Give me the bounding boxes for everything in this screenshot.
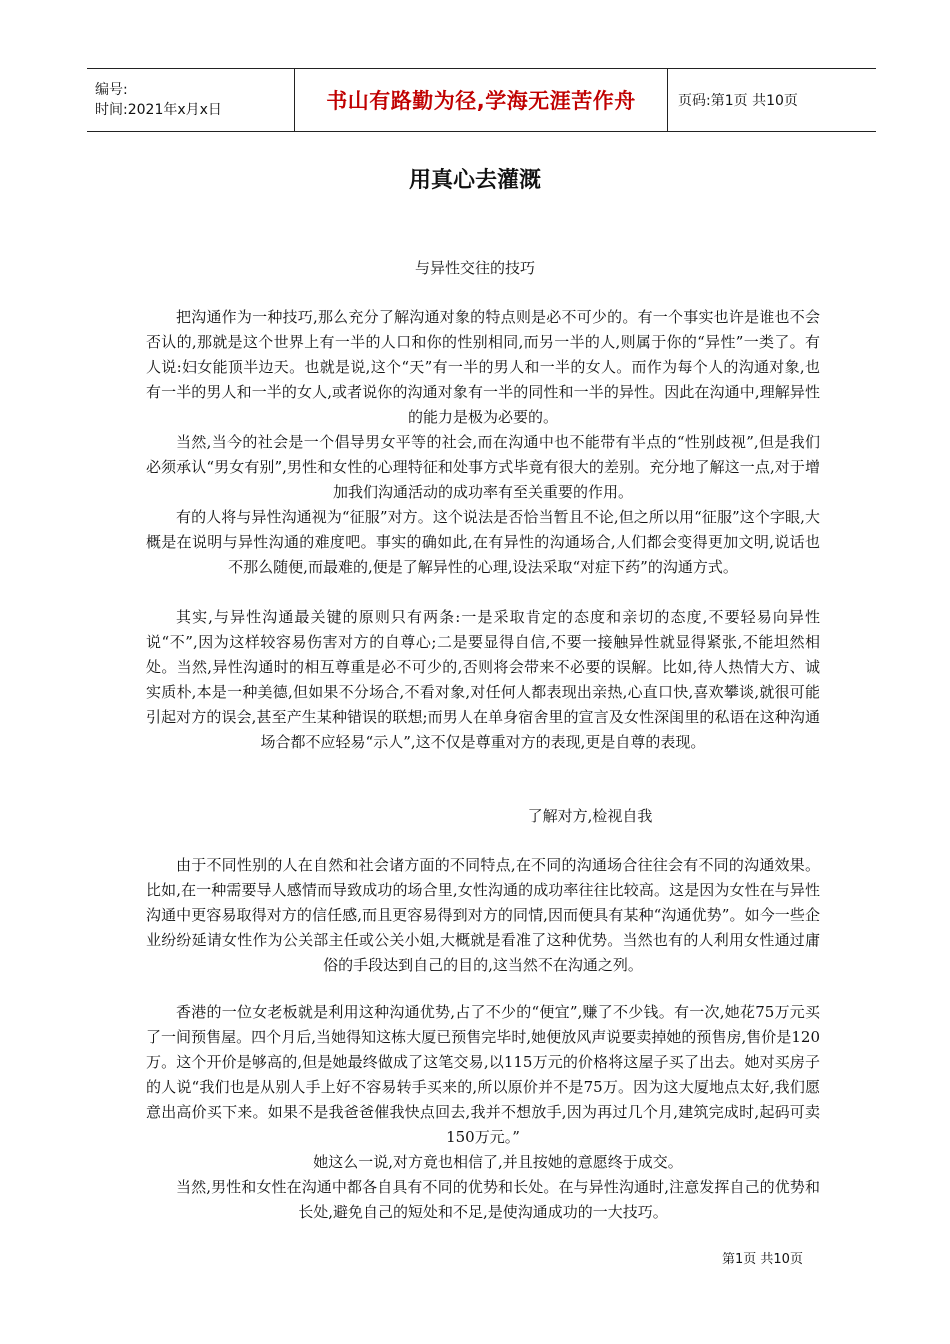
header-meta [87,69,294,131]
paragraph-8: 当然,男性和女性在沟通中都各自具有不同的优势和长处。在与异性沟通时,注意发挥自己的优势和长处,避免自己的短处和不足,是使沟通成功的一大技巧。 [176,1178,820,1221]
page-header [87,68,876,132]
section-heading-1: 与异性交往的技巧 [414,259,535,277]
header-page-cell [668,69,876,131]
paragraph-1: 把沟通作为一种技巧,那么充分了解沟通对象的特点则是必不可少的。有一个事实也许是谁也不会否认的,那就是这个世界上有一半的人口和你的性别相同,而另一半的人,则属于你的“异性”一类了。有人说:妇女能顶半边天。也就是说,这个“天”有一半的男人和一半的女人。而作为每个人的沟通对象,也有一半的男人和一半的女人,或者说你的沟通对象有一半的同性和一半的异性。因此在沟通中,理解异性的能力是极为必要的。 [146,308,820,426]
paragraph-7: 她这么一说,对方竟也相信了,并且按她的意愿终于成交。 [313,1153,683,1171]
paragraph-2: 当然,当今的社会是一个倡导男女平等的社会,而在沟通中也不能带有半点的“性别歧视”,但是我们必须承认“男女有别”,男性和女性的心理特征和处事方式毕竟有很大的差别。充分地了解这一点,对于增加我们沟通活动的成功率有至关重要的作用。 [146,433,820,501]
header-motto: 书山有路勤为径,学海无涯苦作舟 [326,89,636,113]
header-page-info: 页码:第1页 共10页 [678,93,798,109]
document-title: 用真心去灌溉 [408,168,541,193]
paragraph-4: 其实,与异性沟通最关键的原则只有两条:一是采取肯定的态度和亲切的态度,不要轻易向异性说“不”,因为这样较容易伤害对方的自尊心;二是要显得自信,不要一接触异性就显得紧张,不能坦然相处。当然,异性沟通时的相互尊重是必不可少的,否则将会带来不必要的误解。比如,待人热情大方、诚实质朴,本是一种美德,但如果不分场合,不看对象,对任何人都表现出亲热,心直口快,喜欢攀谈,就很可能引起对方的误会,甚至产生某种错误的联想;而男人在单身宿舍里的宣言及女性深闺里的私语在这种沟通场合都不应轻易“示人”,这不仅是尊重对方的表现,更是自尊的表现。 [146,608,820,751]
header-motto-cell [294,69,668,131]
paragraph-5: 由于不同性别的人在自然和社会诸方面的不同特点,在不同的沟通场合往往会有不同的沟通效果。比如,在一种需要导人感情而导致成功的场合里,女性沟通的成功率往往比较高。这是因为女性在与异性沟通中更容易取得对方的信任感,而且更容易得到对方的同情,因而便具有某种“沟通优势”。如今一些企业纷纷延请女性作为公关部主任或公关小姐,大概就是看准了这种优势。当然也有的人利用女性通过庸俗的手段达到自己的目的,这当然不在沟通之列。 [146,856,820,974]
header-time: 时间:2021年x月x日 [95,102,222,118]
paragraph-6: 香港的一位女老板就是利用这种沟通优势,占了不少的“便宜”,赚了不少钱。有一次,她花75万元买了一间预售屋。四个月后,当她得知这栋大厦已预售完毕时,她便放风声说要卖掉她的预售房,售价是120万。这个开价是够高的,但是她最终做成了这笔交易,以115万元的价格将这屋子买了出去。她对买房子的人说“我们也是从别人手上好不容易转手买来的,所以原价并不是75万。因为这大厦地点太好,我们愿意出高价买下来。如果不是我爸爸催我快点回去,我并不想放手,因为再过几个月,建筑完成时,起码可卖150万元。” [146,1003,820,1146]
section-heading-2: 了解对方,检视自我 [527,807,653,825]
paragraph-3: 有的人将与异性沟通视为“征服”对方。这个说法是否恰当暂且不论,但之所以用“征服”这个字眼,大概是在说明与异性沟通的难度吧。事实的确如此,在有异性的沟通场合,人们都会变得更加文明,说话也不那么随便,而最难的,便是了解异性的心理,设法采取“对症下药”的沟通方式。 [146,508,820,576]
header-number: 编号: [95,82,128,98]
footer-page-info: 第1页 共10页 [722,1252,803,1267]
